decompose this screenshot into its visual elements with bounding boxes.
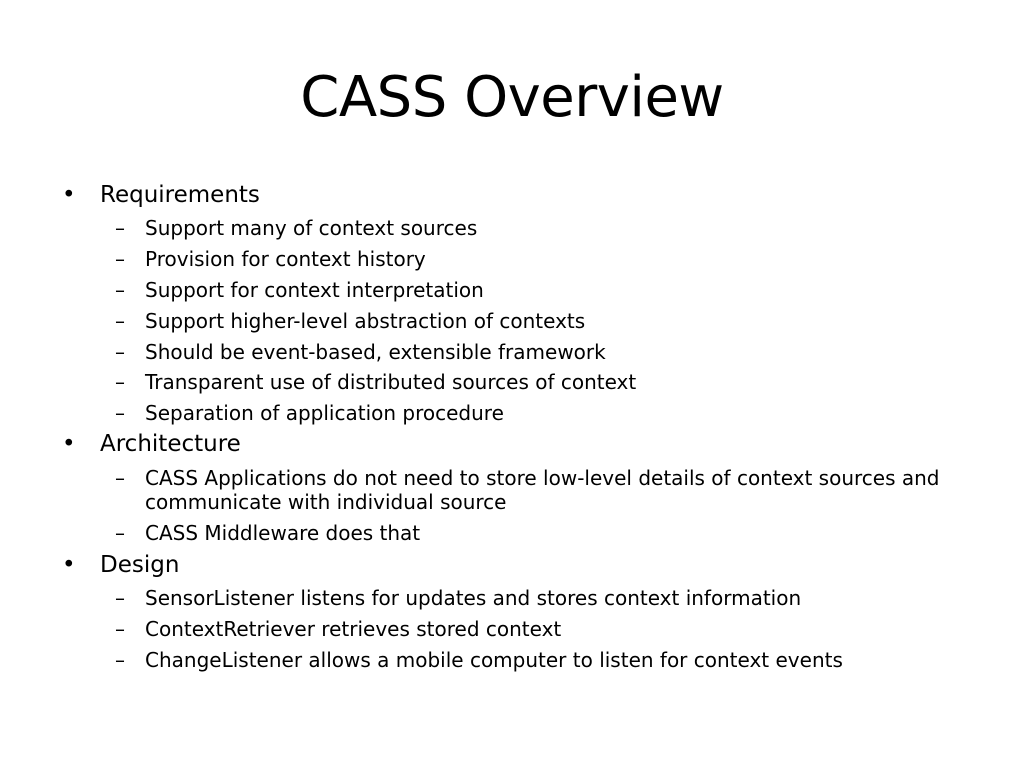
bullet-icon: • <box>62 182 76 208</box>
dash-icon: – <box>115 216 125 240</box>
section-heading: Design <box>100 552 180 578</box>
list-item-text: Support for context interpretation <box>145 278 484 302</box>
section-heading: Architecture <box>100 431 241 457</box>
list-item-text: CASS Middleware does that <box>145 521 421 545</box>
dash-icon: – <box>115 247 125 271</box>
dash-icon: – <box>115 309 125 333</box>
bullet-icon: • <box>62 431 76 457</box>
list-item-text: Separation of application procedure <box>145 401 504 425</box>
dash-icon: – <box>115 586 125 610</box>
list-item-text: SensorListener listens for updates and stores context information <box>145 586 802 610</box>
slide-title: CASS Overview <box>300 65 724 130</box>
list-item-text: ContextRetriever retrieves stored context <box>145 617 562 641</box>
dash-icon: – <box>115 521 125 545</box>
list-item-text: CASS Applications do not need to store low-level details of context sources and communicate with individual source <box>145 466 940 514</box>
section-heading: Requirements <box>100 182 260 208</box>
dash-icon: – <box>115 370 125 394</box>
list-item-text: Transparent use of distributed sources of context <box>145 370 637 394</box>
bullet-icon: • <box>62 552 76 578</box>
dash-icon: – <box>115 278 125 302</box>
list-item-text: Support many of context sources <box>145 216 478 240</box>
list-item-text: Should be event-based, extensible framework <box>145 340 606 364</box>
list-item-text: Provision for context history <box>145 247 426 271</box>
dash-icon: – <box>115 648 125 672</box>
dash-icon: – <box>115 617 125 641</box>
list-item-text: ChangeListener allows a mobile computer to listen for context events <box>145 648 843 672</box>
list-item-text: Support higher-level abstraction of contexts <box>145 309 586 333</box>
dash-icon: – <box>115 466 125 490</box>
dash-icon: – <box>115 401 125 425</box>
dash-icon: – <box>115 340 125 364</box>
